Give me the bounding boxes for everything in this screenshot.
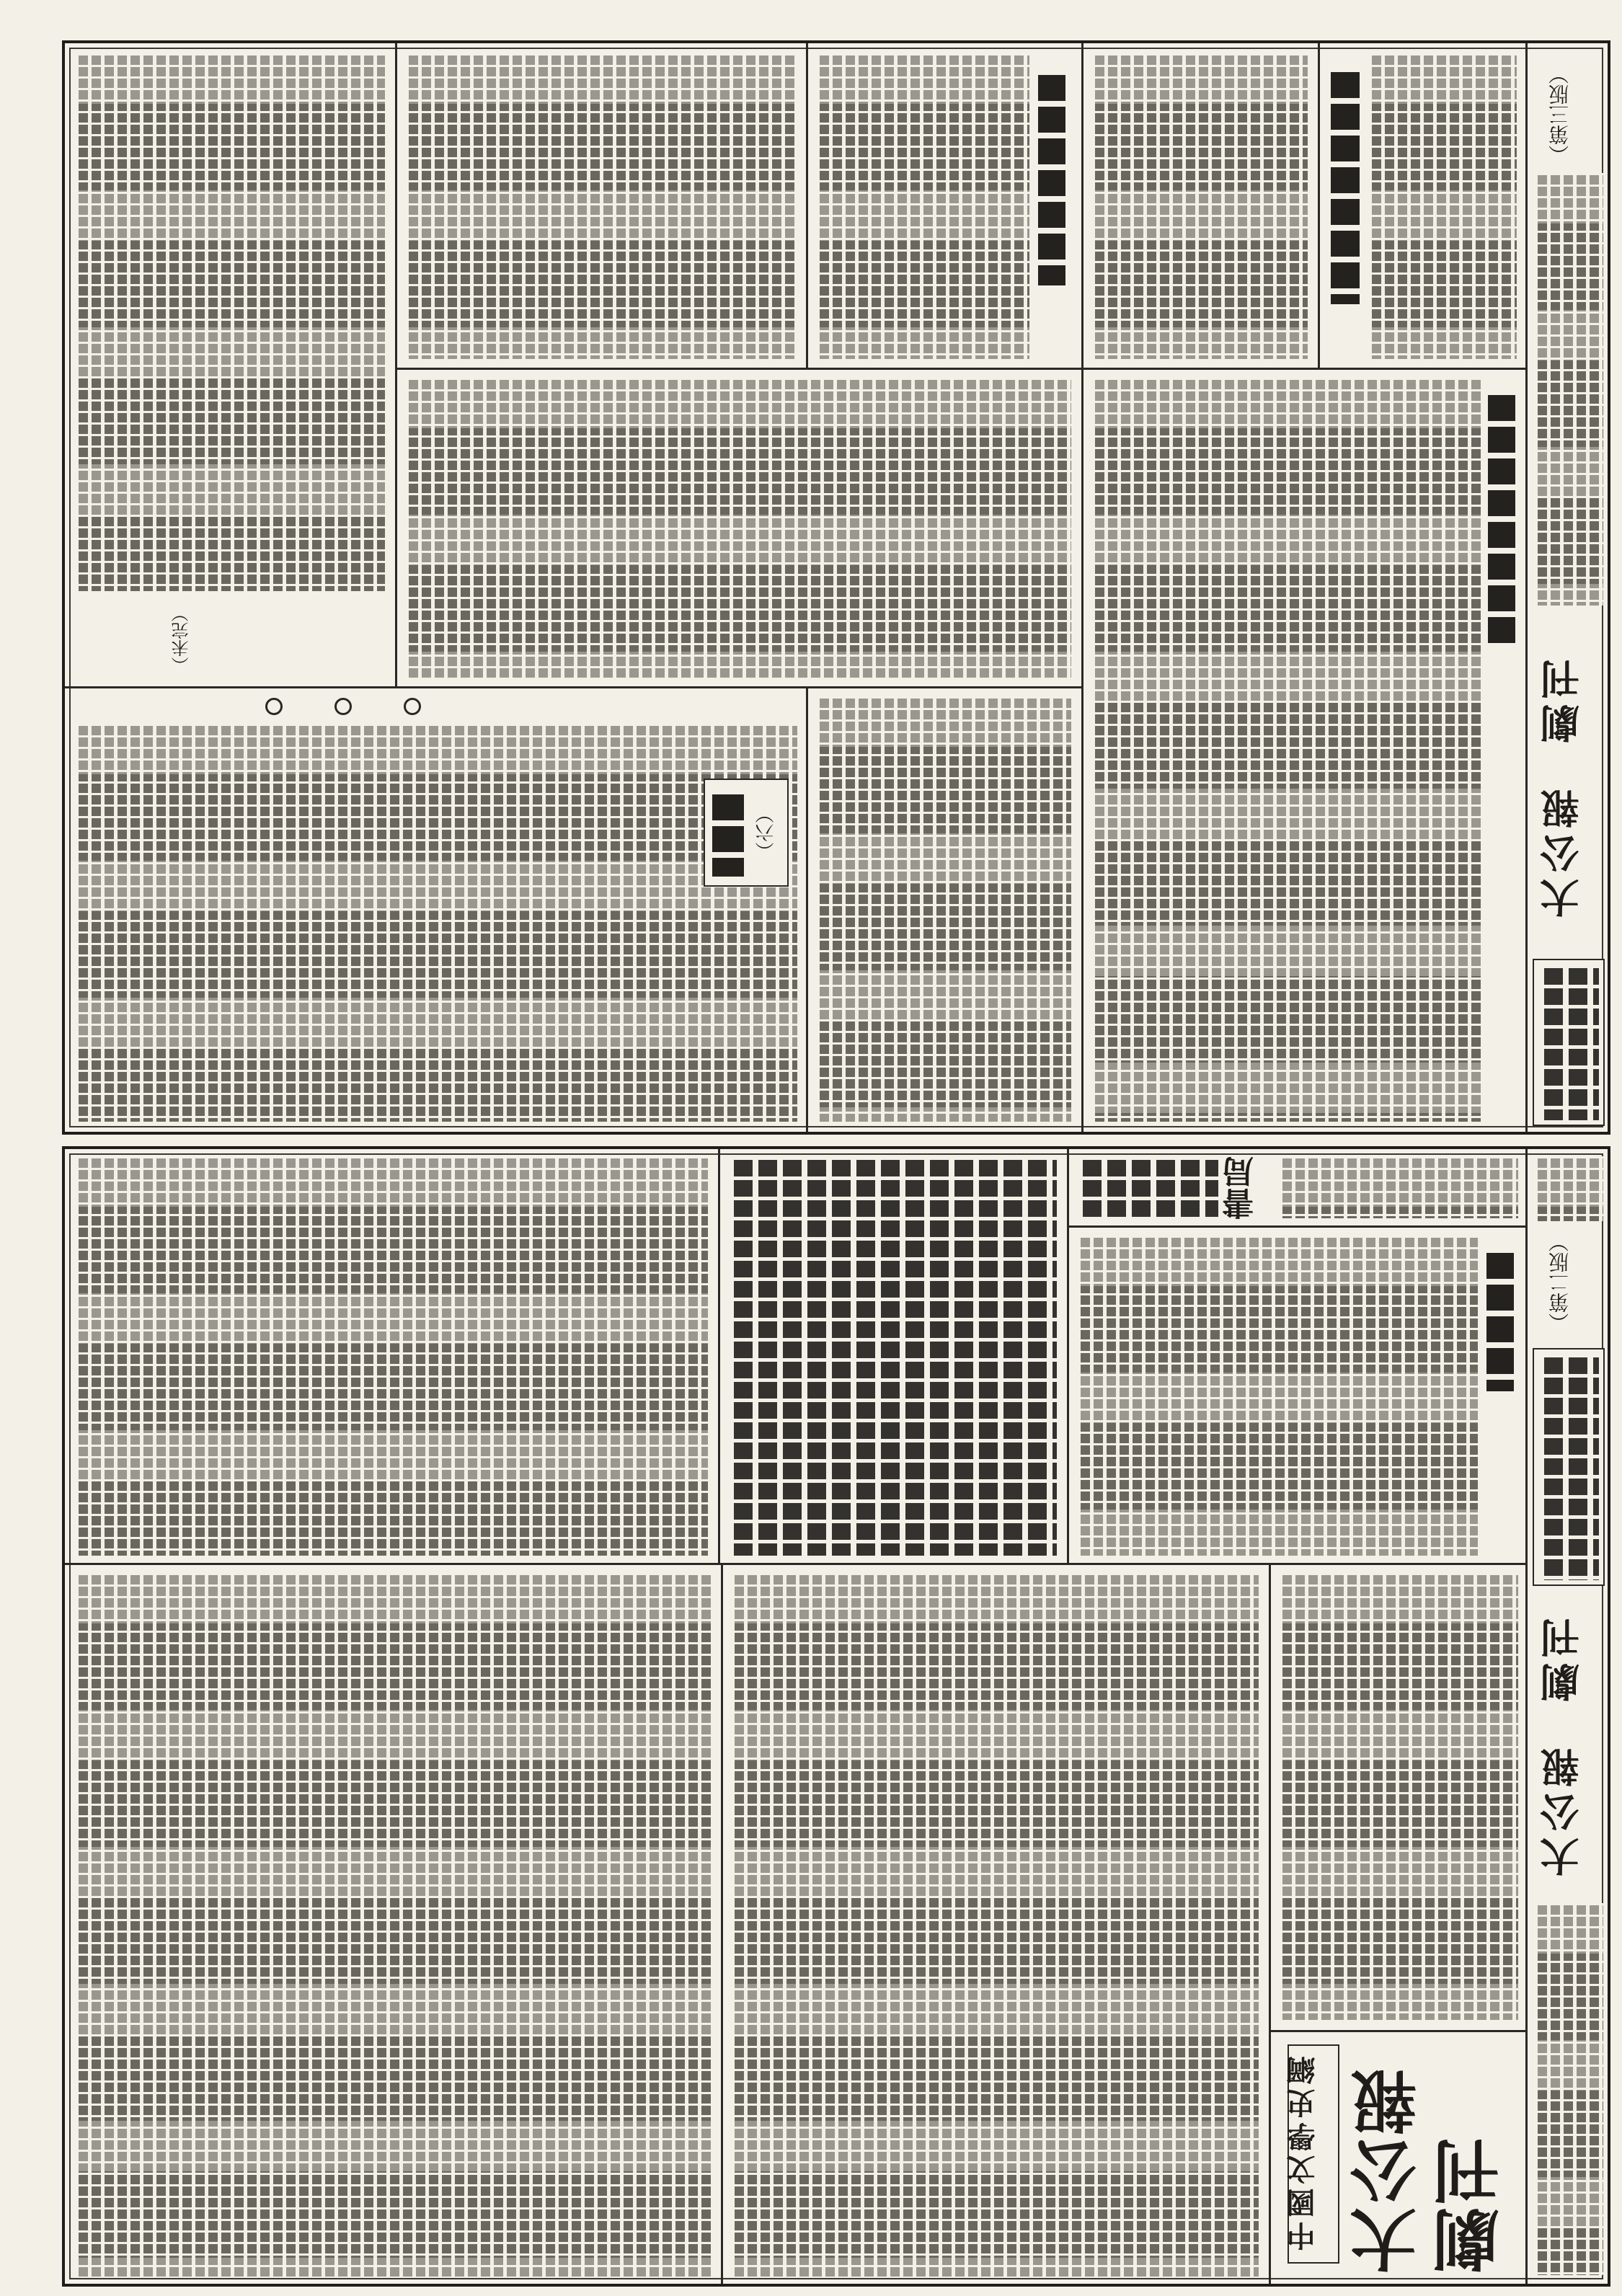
- feature-title: 中國文學史綱: [1288, 2044, 1339, 2264]
- column-rule: [806, 43, 808, 369]
- top-margin-divider: [1525, 43, 1528, 1132]
- subsection-headline: [712, 789, 744, 877]
- article-text-block: [75, 724, 797, 1122]
- running-header-section-name: 劇刊: [1539, 1613, 1585, 1702]
- article-text-block: [816, 53, 1029, 359]
- top-running-header: [1539, 627, 1595, 944]
- column-rule: [1067, 1149, 1069, 1564]
- article-text-block: [75, 1156, 708, 1556]
- bookshop-ad-address: [1279, 1156, 1518, 1218]
- bottom-margin-ad-box-text: [1538, 1354, 1599, 1580]
- article-text-block: [75, 1573, 711, 2277]
- column-rule: [721, 1563, 723, 2284]
- article-text-block: [1091, 378, 1481, 1122]
- bottom-margin-ad-text: [1534, 1156, 1603, 1221]
- bottom-margin-ad-text: [1534, 1903, 1603, 2275]
- section-rule: [395, 368, 1083, 370]
- column-rule: [1318, 43, 1320, 369]
- running-header-paper-name: 大公報: [1539, 784, 1585, 918]
- masthead: [1350, 2044, 1515, 2274]
- running-header-paper-name: 大公報: [1539, 1742, 1585, 1876]
- bookshop-ad-heading: 書局: [1223, 1156, 1259, 1220]
- column-rule: [1081, 43, 1083, 1132]
- bookshop-ad-text: [1077, 1156, 1218, 1218]
- section-rule: [65, 686, 1083, 688]
- book-list-ad: [728, 1156, 1057, 1556]
- binding-hole-marker: [265, 698, 283, 715]
- article-text-block: [816, 696, 1071, 1122]
- article-headline: [1038, 69, 1065, 285]
- subsection-label: （六）: [755, 805, 777, 861]
- bottom-running-header: [1539, 1600, 1595, 1889]
- column-rule: [806, 686, 808, 1132]
- section-rule: [1081, 368, 1527, 370]
- top-page-number: （第三版）: [1548, 64, 1572, 165]
- column-rule: [1269, 1563, 1271, 2284]
- article-text-block: [1077, 1236, 1478, 1556]
- article-text-block: [1091, 53, 1308, 359]
- section-rule: [65, 1563, 1527, 1565]
- article-text-block: [405, 378, 1071, 678]
- bottom-margin-divider: [1525, 1149, 1528, 2284]
- article-text-block: [1279, 1573, 1518, 2020]
- column-rule: [395, 43, 397, 688]
- article-text-block: [731, 1573, 1259, 2277]
- continued-note: （未完）: [172, 605, 192, 674]
- masthead-paper-name: 大公報: [1350, 2066, 1427, 2274]
- bottom-page-number: （第二版）: [1548, 1232, 1572, 1333]
- article-headline: [1486, 1247, 1514, 1391]
- article-text-block: [1368, 53, 1517, 359]
- masthead-section-name: 劇刊: [1432, 2135, 1510, 2274]
- binding-hole-marker: [404, 698, 421, 715]
- article-headline: [1488, 389, 1515, 649]
- running-header-section-name: 劇刊: [1539, 654, 1585, 743]
- binding-hole-marker: [334, 698, 352, 715]
- column-rule: [718, 1149, 720, 1564]
- article-headline: [1331, 66, 1360, 304]
- article-text-block: [75, 53, 385, 591]
- section-rule: [1269, 2030, 1527, 2032]
- top-margin-ad-box-text: [1538, 965, 1599, 1120]
- article-text-block: [405, 53, 796, 359]
- section-rule: [1067, 1225, 1527, 1228]
- top-margin-ad-text: [1534, 173, 1603, 606]
